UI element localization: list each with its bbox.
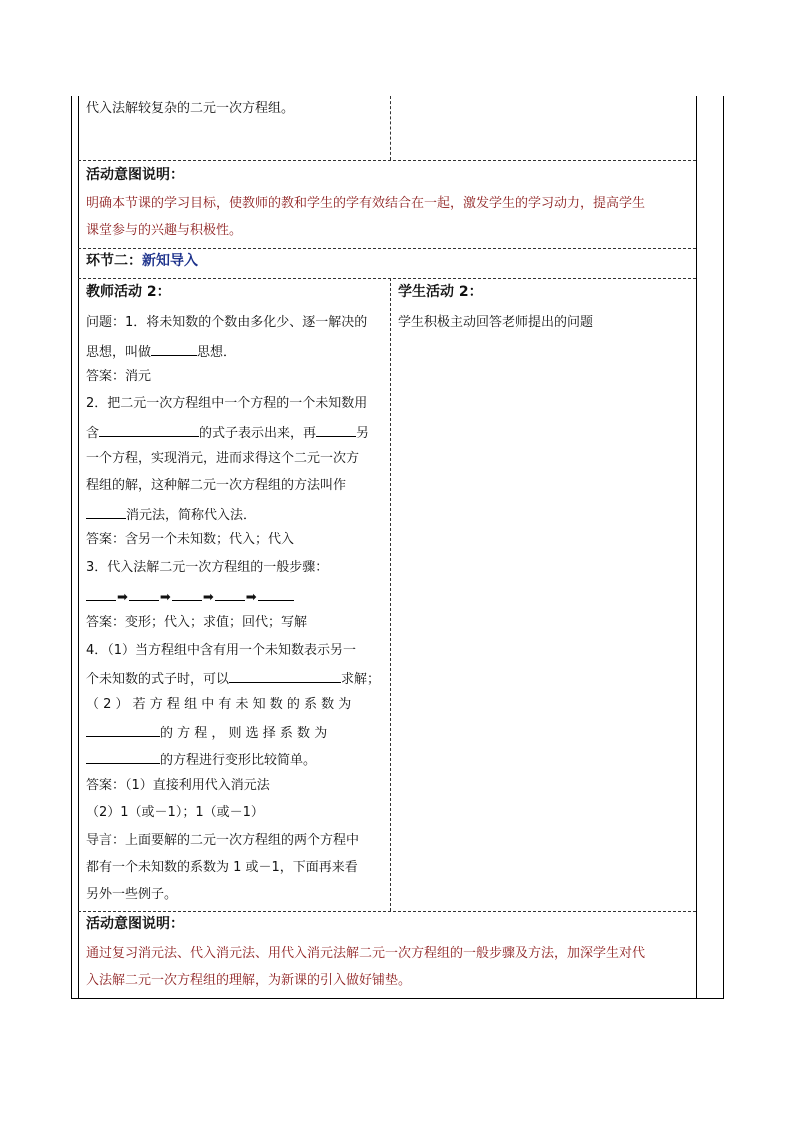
section-title: 新知导入 <box>142 253 198 269</box>
column-divider <box>390 278 391 911</box>
question-line: 问题：1．将未知数的个数由多化少、逐一解决的 <box>86 315 368 330</box>
question-line: 一个方程，实现消元，进而求得这个二元一次方 <box>86 451 360 466</box>
answer-blank <box>316 424 356 437</box>
column-divider <box>390 96 391 160</box>
teacher-activity-heading: 教师活动 2： <box>86 284 171 300</box>
section-heading <box>86 253 198 269</box>
question-line: 含 的式子表示出来，再 另 <box>86 426 370 441</box>
table-inner-right-border <box>696 96 697 999</box>
question-line: 个未知数的式子时，可以 求解； <box>86 672 381 687</box>
arrow-right-icon: ➡ <box>245 590 257 605</box>
question-line: 的方程进行变形比较简单。 <box>86 751 316 769</box>
answer-blank <box>86 751 160 764</box>
arrow-right-icon: ➡ <box>117 590 128 605</box>
answer-blank <box>172 588 202 601</box>
answer-blank <box>129 588 159 601</box>
question-line: 4．（1）当方程组中含有用一个未知数表示另一 <box>86 643 357 658</box>
answer-blank <box>151 343 197 356</box>
question-line: 的 方 程 ， 则 选 择 系 数 为 <box>86 724 327 742</box>
answer-blank <box>86 724 160 737</box>
intent-text-line: 明确本节课的学习目标，使教师的教和学生的学有效结合在一起，激发学生的学习动力，提高学生 <box>86 196 646 211</box>
answer-blank <box>215 588 245 601</box>
answer-line: （2）1（或－1）；1（或－1） <box>86 805 264 820</box>
row-divider <box>78 278 696 279</box>
answer-blank <box>99 424 199 437</box>
arrow-right-icon: ➡ <box>159 590 171 605</box>
answer-blank <box>229 670 341 683</box>
question-line: 2．把二元一次方程组中一个方程的一个未知数用 <box>86 396 368 411</box>
answer-line: 答案：消元 <box>86 369 152 384</box>
steps-blank-line <box>86 588 294 606</box>
arrow-right-icon: ➡ <box>202 590 214 605</box>
table-inner-left-border <box>78 96 79 999</box>
row-divider <box>78 248 696 249</box>
guide-line: 导言：上面要解的二元一次方程组的两个方程中 <box>86 833 360 848</box>
section-label: 环节二： <box>86 253 142 269</box>
answer-blank <box>258 588 294 601</box>
student-activity-text: 学生积极主动回答老师提出的问题 <box>398 315 594 330</box>
student-activity-heading: 学生活动 2： <box>398 284 483 300</box>
answer-line: 答案：含另一个未知数；代入；代入 <box>86 532 295 547</box>
question-line: 3．代入法解二元一次方程组的一般步骤： <box>86 560 329 575</box>
teacher-activity-text: 代入法解较复杂的二元一次方程组。 <box>86 101 295 116</box>
answer-blank <box>86 588 116 601</box>
intent-text-line: 课堂参与的兴趣与积极性。 <box>86 223 243 238</box>
intent-text-line: 入法解二元一次方程组的理解，为新课的引入做好铺垫。 <box>86 973 412 988</box>
intent-text-line: 通过复习消元法、代入消元法、用代入消元法解二元一次方程组的一般步骤及方法，加深学生对代 <box>86 946 646 961</box>
guide-line: 都有一个未知数的系数为 1 或－1，下面再来看 <box>86 860 358 875</box>
row-divider <box>78 911 696 912</box>
answer-blank <box>86 506 126 519</box>
intent-heading: 活动意图说明： <box>86 167 184 183</box>
question-line: 思想，叫做 思想． <box>86 345 237 360</box>
answer-line: 答案：（1）直接利用代入消元法 <box>86 778 270 793</box>
row-divider <box>78 160 696 161</box>
intent-heading: 活动意图说明： <box>86 916 184 932</box>
question-line: （ 2 ） 若 方 程 组 中 有 未 知 数 的 系 数 为 <box>86 697 352 712</box>
question-line: 程组的解，这种解二元一次方程组的方法叫作 <box>86 478 347 493</box>
answer-line: 答案：变形；代入；求值；回代；写解 <box>86 615 308 630</box>
question-line: 消元法，简称代入法． <box>86 506 256 524</box>
guide-line: 另外一些例子。 <box>86 887 178 902</box>
